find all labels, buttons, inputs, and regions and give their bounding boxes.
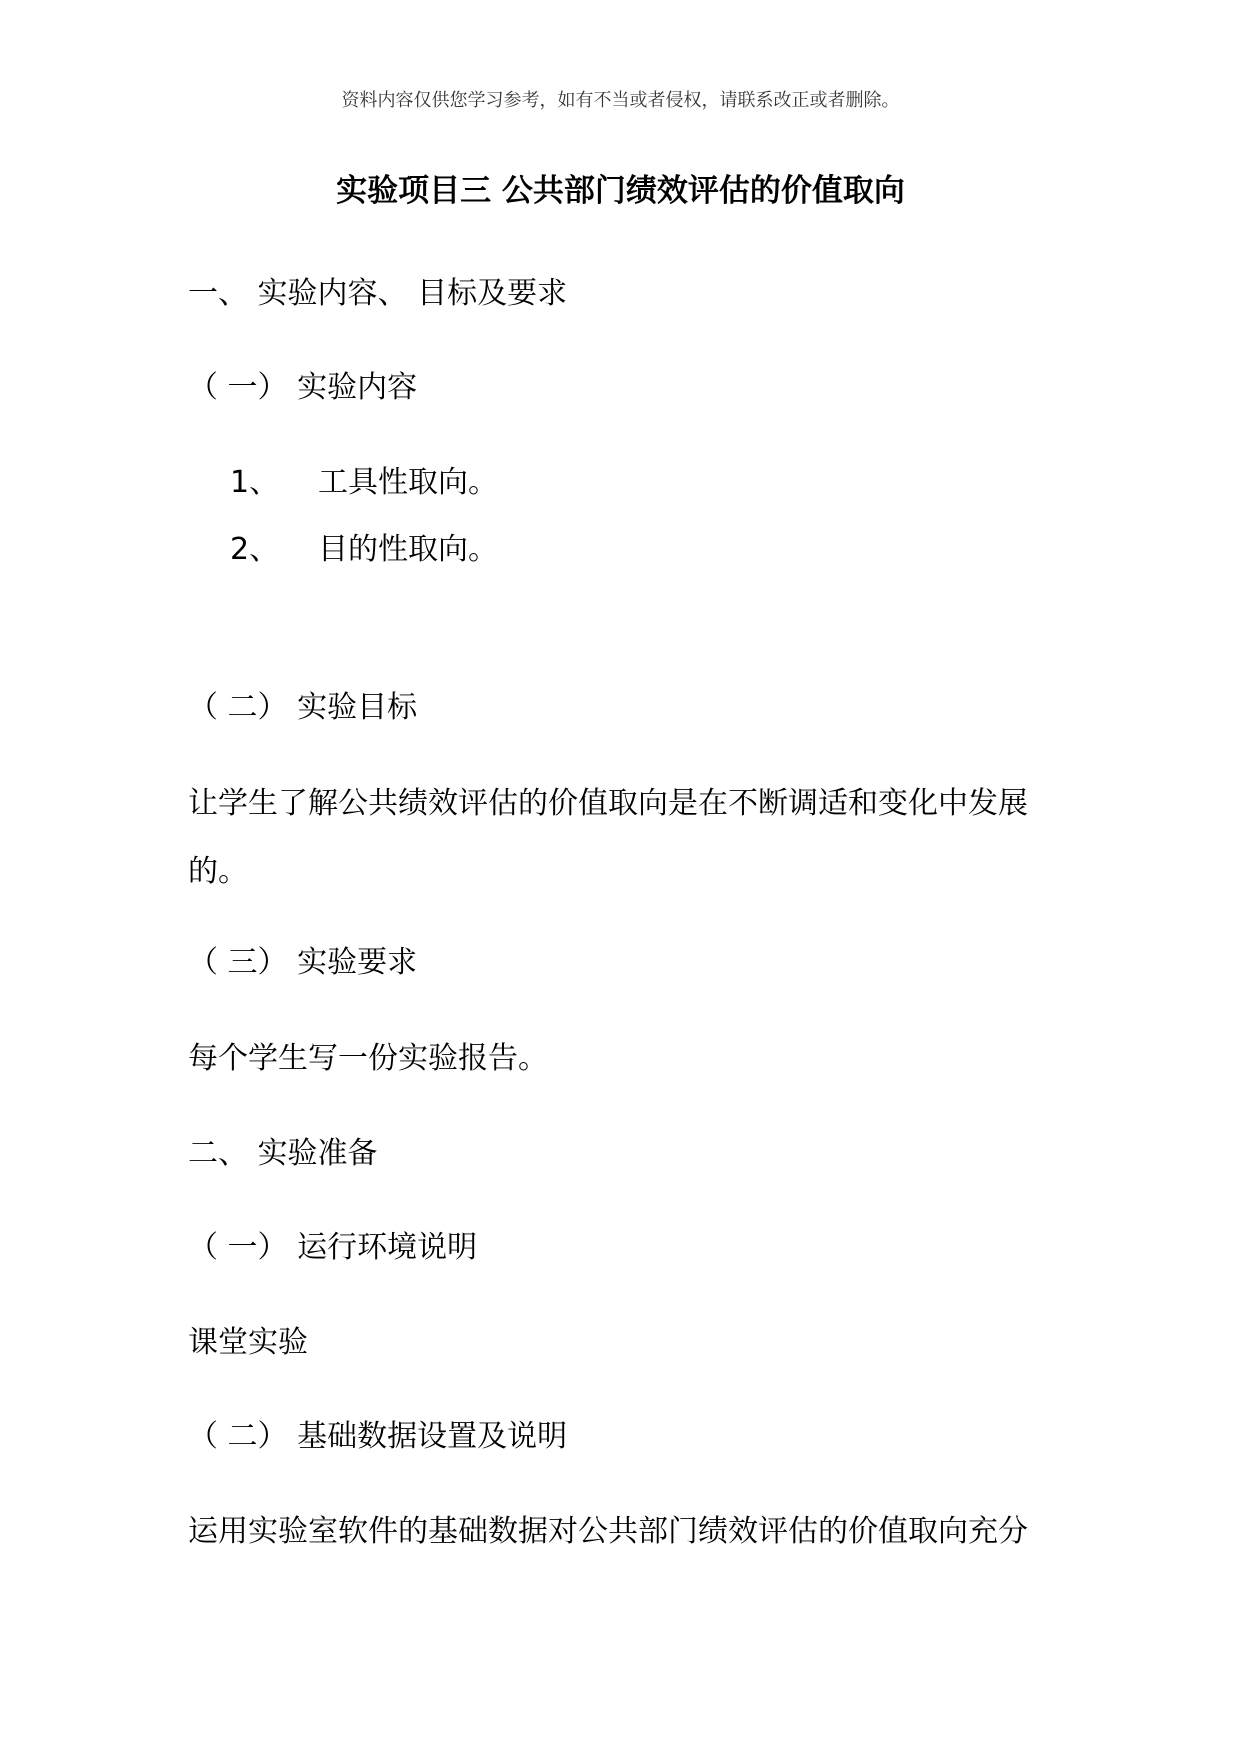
paragraph: 每个学生写一份实验报告。 [188,1041,548,1076]
list-item-text: 工具性取向。 [318,465,498,500]
list-item [230,524,830,567]
list-item-number: 2、 [230,532,280,567]
section-1-sub-2-heading: （ 二） 实验目标 [188,690,418,725]
section-1-heading: 一、 实验内容、 目标及要求 [188,276,568,311]
section-1-sub-1-heading: （ 一） 实验内容 [188,370,418,405]
section-2-heading: 二、 实验准备 [188,1136,378,1171]
section-2-sub-1-heading: （ 一） 运行环境说明 [188,1230,478,1265]
paragraph-line: 的。 [188,854,248,889]
paragraph: 运用实验室软件的基础数据对公共部门绩效评估的价值取向充分 [188,1514,1028,1549]
document-title: 实验项目三 公共部门绩效评估的价值取向 [336,173,905,209]
section-2-sub-2-heading: （ 二） 基础数据设置及说明 [188,1419,568,1454]
section-1-sub-3-heading: （ 三） 实验要求 [188,945,418,980]
list-item-text: 目的性取向。 [318,532,498,567]
paragraph-line: 让学生了解公共绩效评估的价值取向是在不断调适和变化中发展 [188,786,1028,821]
list-item [230,457,830,500]
copyright-notice: 资料内容仅供您学习参考，如有不当或者侵权，请联系改正或者删除。 [341,90,900,111]
paragraph: 课堂实验 [188,1325,308,1360]
list-item-number: 1、 [230,465,280,500]
